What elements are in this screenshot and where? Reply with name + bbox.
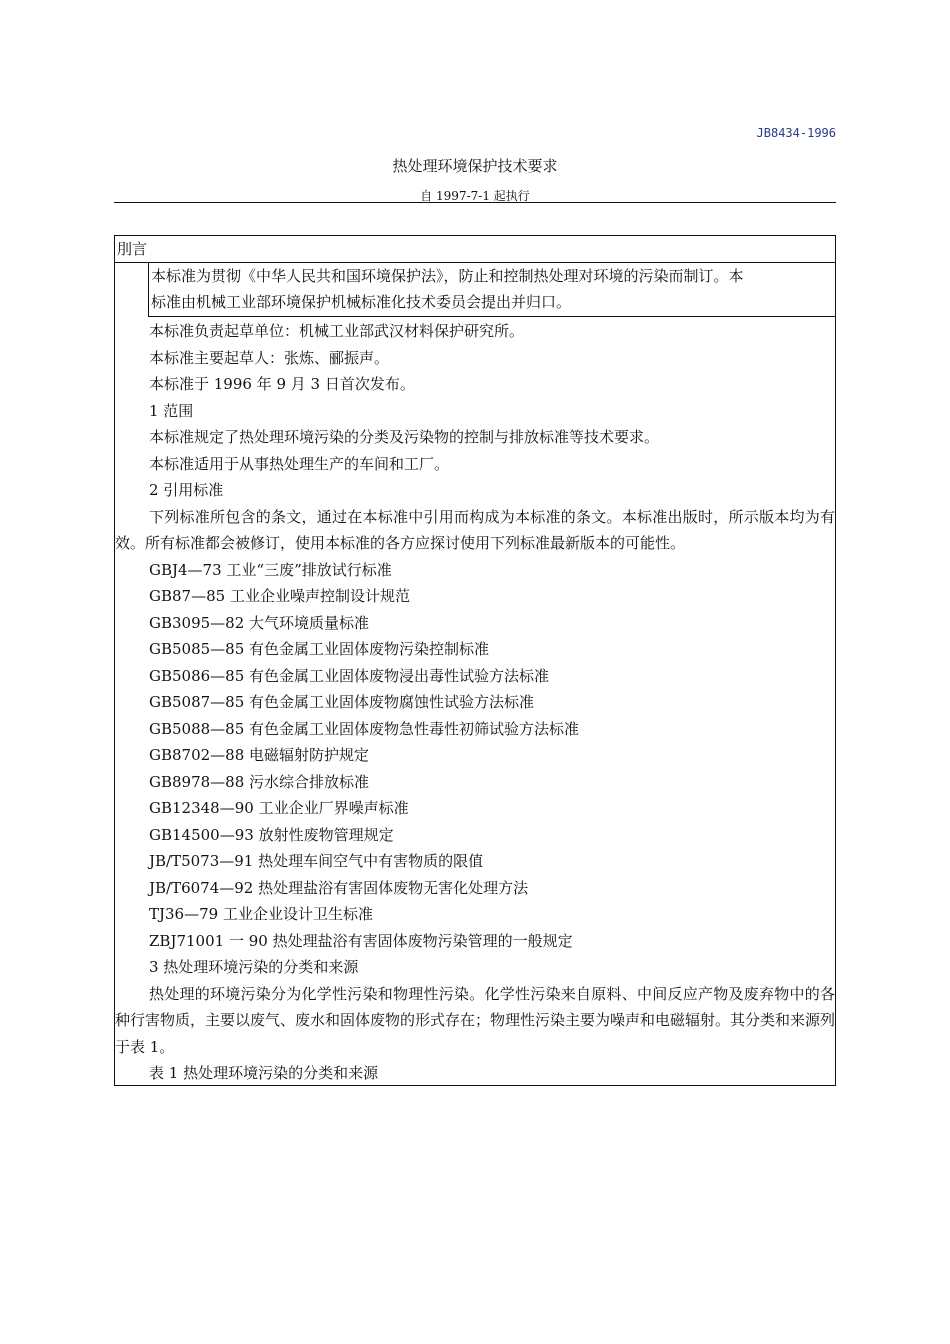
reference-item: JB/T5073—91 热处理车间空气中有害物质的限值 (149, 852, 484, 870)
preface-intro-line-2: 标准由机械工业部环境保护机械标准化技术委员会提出并归口。 (151, 293, 572, 311)
reference-item: TJ36—79 工业企业设计卫生标准 (149, 905, 373, 923)
reference-item: GB3095—82 大气环境质量标准 (149, 613, 370, 632)
preface-heading: 刖言 (115, 236, 835, 263)
reference-item: GB14500—93 放射性废物管理规定 (149, 825, 394, 844)
reference-item: GBJ4—73 工业“三废”排放试行标准 (149, 560, 392, 579)
document-title: 热处理环境保护技术要求 (392, 157, 558, 175)
reference-item: GB87—85 工业企业噪声控制设计规范 (149, 587, 410, 605)
reference-item: GB5086—85 有色金属工业固体废物浸出毒性试验方法标准 (149, 666, 550, 685)
reference-item: GB5085—85 有色金属工业固体废物污染控制标准 (149, 640, 490, 658)
document-code: JB8434-1996 (756, 126, 836, 140)
body-text (115, 318, 835, 1087)
section-1-paragraph-2: 本标准适用于从事热处理生产的车间和工厂。 (149, 454, 450, 473)
reference-item: GB8978—88 污水综合排放标准 (149, 772, 370, 791)
reference-item: JB/T6074—92 热处理盐浴有害固体废物无害化处理方法 (149, 878, 529, 897)
effective-date: 自 1997-7-1 起执行 (420, 189, 530, 203)
section-1-title: 1 范围 (149, 401, 194, 420)
content-box (114, 235, 836, 1086)
section-2-title: 2 引用标准 (149, 481, 224, 499)
reference-item: ZBJ71001 一 90 热处理盐浴有害固体废物污染管理的一般规定 (149, 931, 573, 950)
drafting-unit: 本标准负责起草单位：机械工业部武汉材料保护研究所。 (149, 322, 525, 340)
header-rule (114, 202, 836, 203)
section-2-paragraph: 下列标准所包含的条文，通过在本标准中引用而构成为本标准的条文。本标准出版时，所示版本均为有效。所有标准都会被修订，使用本标准的各方应探讨使用下列标准最新版本的可能性。 (115, 507, 835, 552)
reference-item: GB12348—90 工业企业厂界噪声标准 (149, 799, 409, 817)
first-release: 本标准于 1996 年 9 月 3 日首次发布。 (149, 375, 415, 393)
drafters: 本标准主要起草人：张炼、郦振声。 (149, 348, 390, 367)
reference-item: GB5088—85 有色金属工业固体废物急性毒性初筛试验方法标准 (149, 719, 580, 738)
reference-item: GB8702—88 电磁辐射防护规定 (149, 746, 370, 764)
preface-intro-line-1: 本标准为贯彻《中华人民共和国环境保护法》，防止和控制热处理对环境的污染而制订。本 (151, 267, 744, 285)
preface-intro (148, 263, 835, 317)
section-3-paragraph: 热处理的环境污染分为化学性污染和物理性污染。化学性污染来自原料、中间反应产物及废弃物中的各种行害物质，主要以废气、废水和固体废物的形式存在；物理性污染主要为噪声和电磁辐射。其分类和来源列于表 1。 (115, 984, 836, 1056)
table-1-caption: 表 1 热处理环境污染的分类和来源 (149, 1064, 379, 1082)
section-3-title: 3 热处理环境污染的分类和来源 (149, 958, 359, 976)
reference-item: GB5087—85 有色金属工业固体废物腐蚀性试验方法标准 (149, 693, 535, 711)
section-1-paragraph-1: 本标准规定了热处理环境污染的分类及污染物的控制与排放标准等技术要求。 (149, 428, 660, 446)
